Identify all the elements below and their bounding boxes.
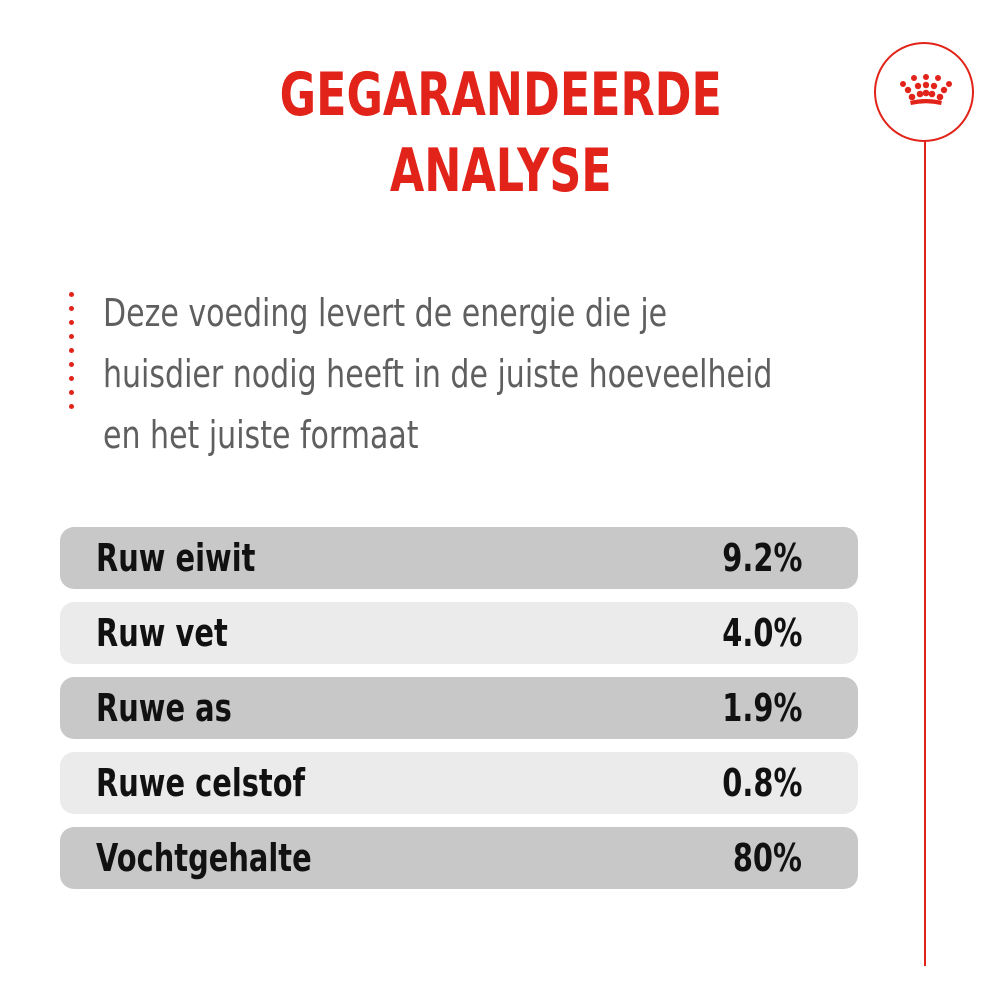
analysis-label: Ruw eiwit <box>96 536 256 580</box>
description-text <box>103 283 773 466</box>
analysis-value: 0.8% <box>721 761 802 805</box>
analysis-row-vochtgehalte <box>60 827 858 889</box>
dotted-bullet-bar <box>69 292 75 410</box>
description-line-3: en het juiste formaat <box>103 413 419 457</box>
analysis-label: Ruw vet <box>96 611 228 655</box>
analysis-label: Ruwe as <box>96 686 232 730</box>
page-title-line-2: ANALYSE <box>389 136 612 206</box>
description-line-2: huisdier nodig heeft in de juiste hoeveelheid <box>103 352 773 396</box>
decorative-vertical-line <box>924 141 926 966</box>
description-line-1: Deze voeding levert de energie die je <box>103 291 668 335</box>
analysis-value: 1.9% <box>721 686 802 730</box>
analysis-value: 80% <box>732 836 802 880</box>
analysis-row-ruw-eiwit <box>60 527 858 589</box>
brand-logo <box>874 42 974 142</box>
page-title-line-1: GEGARANDEERDE <box>279 60 722 130</box>
analysis-row-ruwe-celstof <box>60 752 858 814</box>
crown-icon <box>898 74 954 110</box>
analysis-value: 4.0% <box>721 611 802 655</box>
analysis-label: Ruwe celstof <box>96 761 306 805</box>
analysis-row-ruw-vet <box>60 602 858 664</box>
analysis-row-ruwe-as <box>60 677 858 739</box>
analysis-label: Vochtgehalte <box>96 836 312 880</box>
analysis-value: 9.2% <box>721 536 802 580</box>
